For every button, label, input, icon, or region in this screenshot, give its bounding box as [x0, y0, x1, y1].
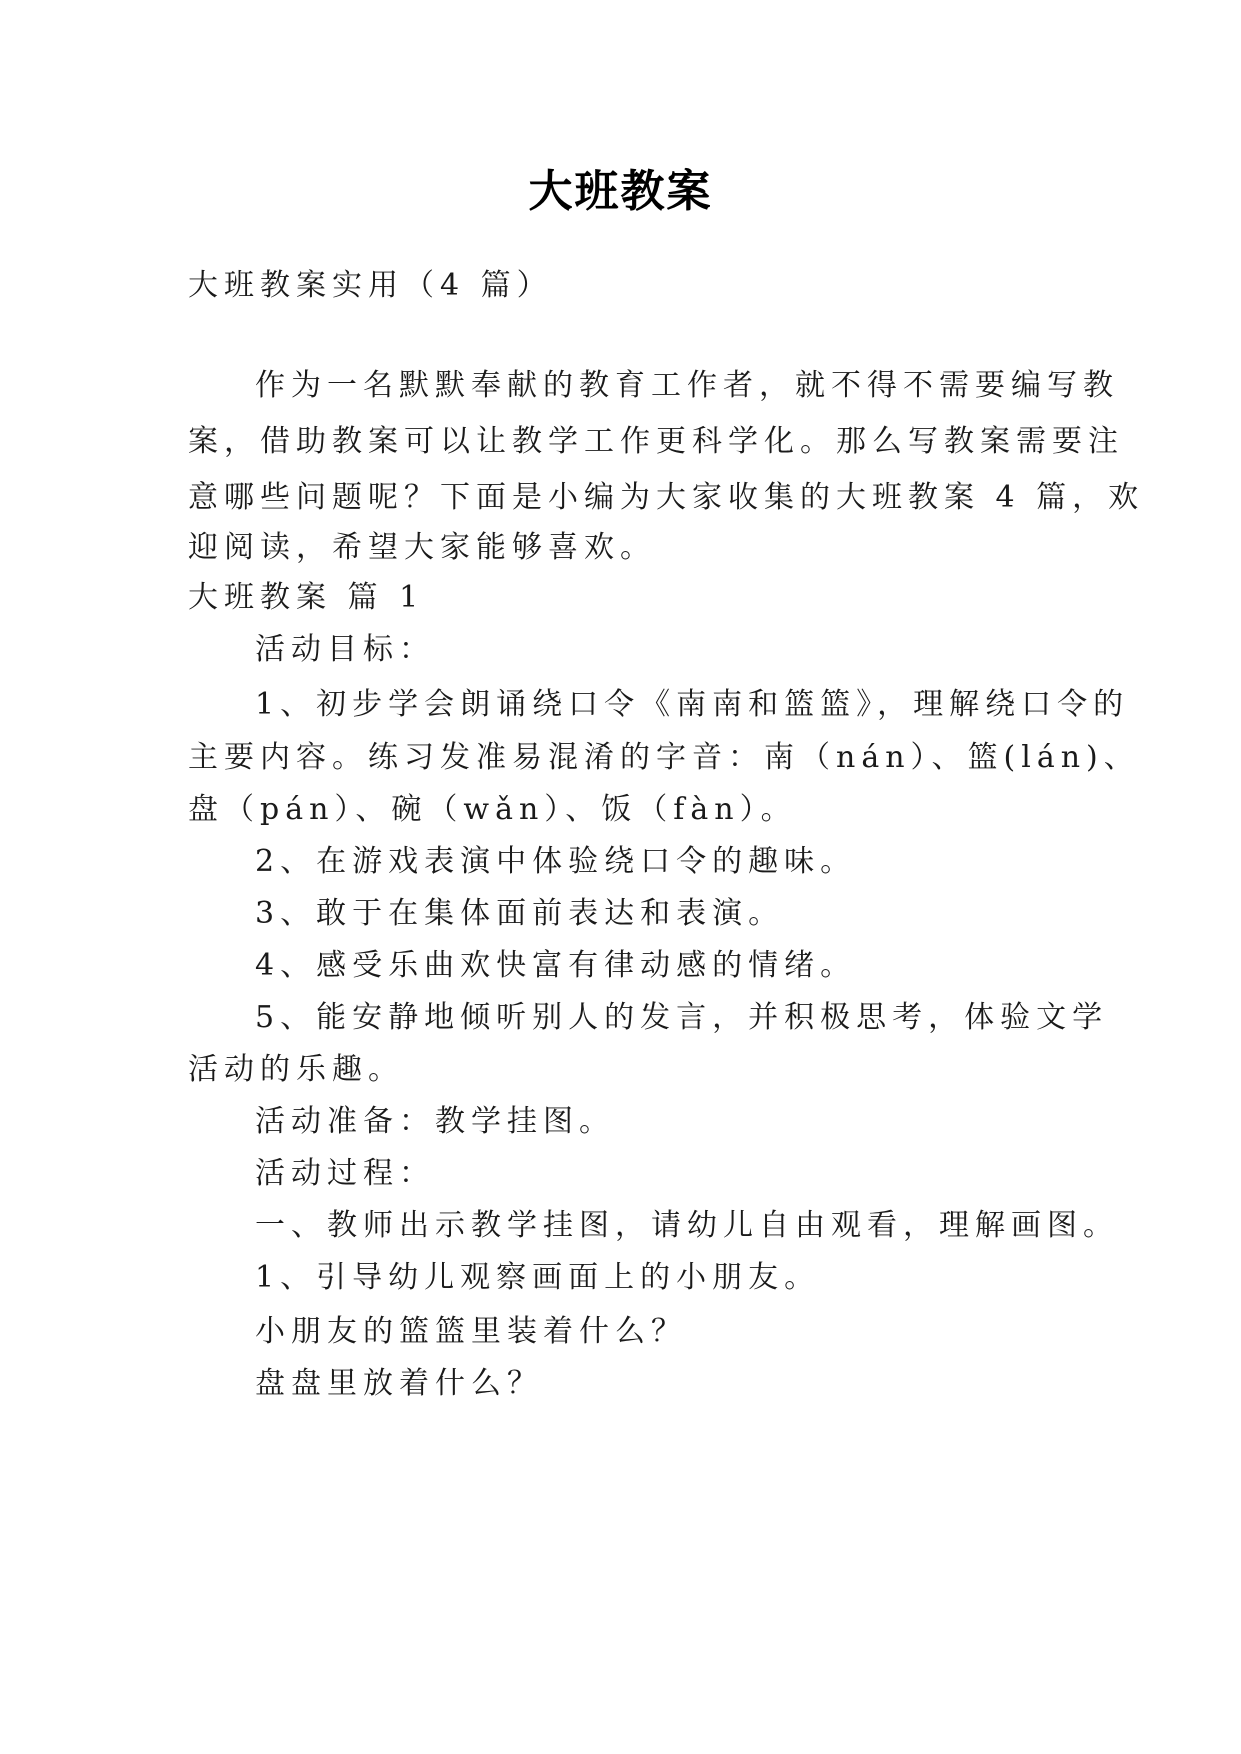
intro-line-1: 作为一名默默奉献的教育工作者，就不得不需要编写教 [255, 368, 1119, 403]
process-step-1: 一、教师出示教学挂图，请幼儿自由观看，理解画图。 [255, 1208, 1119, 1243]
question-2: 盘盘里放着什么？ [255, 1366, 543, 1401]
goals-heading: 活动目标： [255, 632, 435, 667]
intro-line-2: 案，借助教案可以让教学工作更科学化。那么写教案需要注 [188, 424, 1124, 459]
goal-4: 4、感受乐曲欢快富有律动感的情绪。 [255, 948, 857, 983]
process-heading: 活动过程： [255, 1156, 435, 1191]
intro-line-4: 迎阅读，希望大家能够喜欢。 [188, 530, 656, 565]
section-heading: 大班教案 篇 1 [188, 580, 425, 615]
goal-5-line-2: 活动的乐趣。 [188, 1052, 404, 1087]
document-title: 大班教案 [528, 166, 713, 217]
goal-1-line-2: 主要内容。练习发准易混淆的字音：南（nán）、篮(lán)、 [188, 740, 1140, 775]
goal-1-line-1: 1、初步学会朗诵绕口令《南南和篮篮》，理解绕口令的 [255, 687, 1130, 722]
preparation: 活动准备：教学挂图。 [255, 1104, 615, 1139]
document-subtitle: 大班教案实用（4 篇） [188, 268, 553, 303]
question-1: 小朋友的篮篮里装着什么？ [255, 1314, 687, 1349]
goal-3: 3、敢于在集体面前表达和表演。 [255, 896, 785, 931]
process-substep-1: 1、引导幼儿观察画面上的小朋友。 [255, 1260, 821, 1295]
intro-line-3: 意哪些问题呢？下面是小编为大家收集的大班教案 4 篇，欢 [188, 480, 1145, 515]
goal-2: 2、在游戏表演中体验绕口令的趣味。 [255, 844, 857, 879]
goal-1-line-3: 盘（pán）、碗（wǎn）、饭（fàn）。 [188, 792, 797, 827]
goal-5-line-1: 5、能安静地倾听别人的发言，并积极思考，体验文学 [255, 1000, 1109, 1035]
